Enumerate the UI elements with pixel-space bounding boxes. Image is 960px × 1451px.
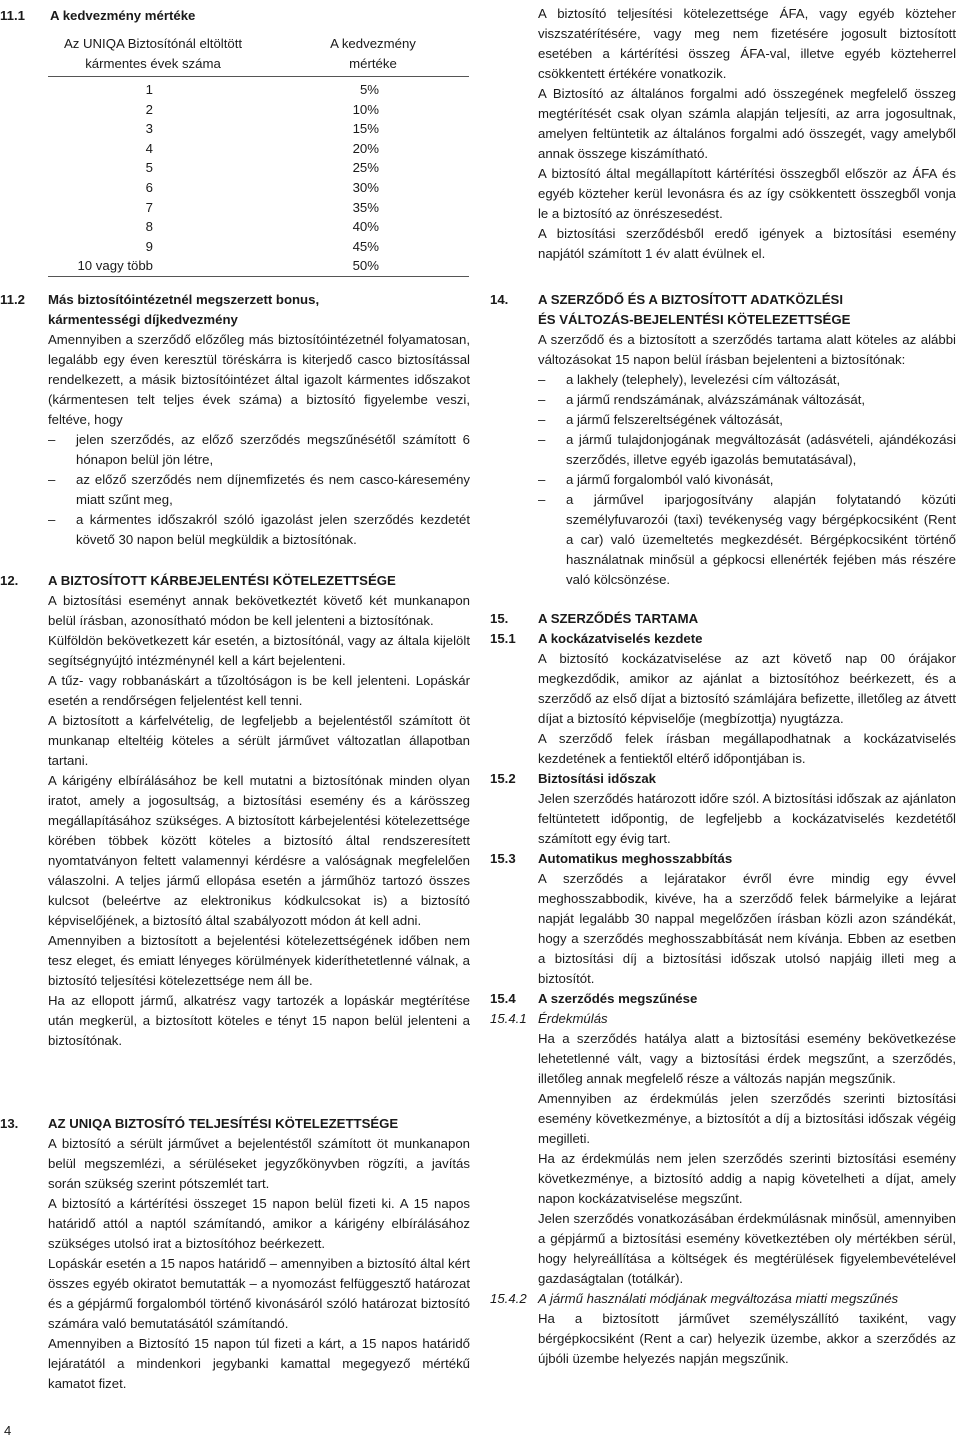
table-row bbox=[48, 237, 469, 257]
years-cell: 9 bbox=[145, 238, 153, 254]
years-cell: 4 bbox=[145, 140, 153, 156]
list-item: – az előző szerződés nem díjnemfizetés és nem casco-káresemény miatt szűnt meg, bbox=[48, 470, 470, 510]
list-item: – a jármű forgalomból való kivonását, bbox=[538, 470, 956, 490]
discount-cell: 20% bbox=[352, 140, 379, 156]
paragraph: A biztosító kockázatviselése az azt követő nap 00 órájakor megkezdődik, amikor az ajánlat a biztosítóhoz beérkezett, és a szerződő az első díjat a biztosító számlájára befizette, illetőleg az átvett díjat a biztosító képviselője (megbízottja) nyugtázza. bbox=[538, 651, 956, 726]
years-cell: 1 bbox=[145, 82, 153, 97]
paragraph: Ha az ellopott jármű, alkatrész vagy tartozék a lopáskár megtérítése után megkerül, a biztosított köteles e tényt 15 napon belül jelenteni a biztosítónak. bbox=[48, 993, 470, 1048]
section-11-2 bbox=[0, 290, 470, 550]
paragraph: Ha a szerződés hatálya alatt a biztosítási esemény bekövetkezése lehetetlenné vált, vagy a biztosítási érdek megszűnt, a szerződés, illetőleg annak megfelelő része a változás napján megszűnik. bbox=[538, 1031, 956, 1086]
list-item: – a kármentes időszakról szóló igazolást jelen szerződés kezdetét követő 30 napon belül megküldik a biztosítónak. bbox=[48, 510, 470, 550]
section-title: AZ UNIQA BIZTOSÍTÓ TELJESÍTÉSI KÖTELEZETTSÉGE bbox=[48, 1116, 399, 1131]
discount-table-body bbox=[48, 80, 469, 276]
section-number: 13. bbox=[0, 1116, 19, 1131]
paragraph: A biztosítási szerződésből eredő igények a biztosítási esemény napjától számított 1 év alatt évülnek el. bbox=[538, 226, 956, 261]
paragraph: A biztosított a kárfelvételig, de legfeljebb a bejelentéstől számított öt munkanap elteltéig köteles a sérült járművet változatlan állapotban tartani. bbox=[48, 713, 470, 768]
discount-cell: 25% bbox=[352, 160, 379, 176]
header-discount-line2: mértéke bbox=[349, 56, 397, 71]
section-15-heading bbox=[490, 609, 956, 629]
section-number: 14. bbox=[490, 292, 509, 307]
paragraph: Amennyiben a Biztosító 15 napon túl fizeti a kárt, a 15 napos határidő lejáratától a mindenkori jegybanki kamattal megegyező mértékű kamatot fizet. bbox=[48, 1336, 470, 1391]
section-title: Érdekmúlás bbox=[538, 1011, 608, 1026]
paragraph: Amennyiben a szerződő előzőleg más biztosítóintézetnél folyamatosan, legalább egy éven keresztül töréskárra is kiterjedő casco biztosítással rendelkezett, a másik biztosítóintézet által igazolt kármentes időszakot (kármentesen telt teljes évek száma) a biztosító figyelembe veszi, feltéve, hogy bbox=[48, 332, 470, 427]
section-title: A szerződés megszűnése bbox=[538, 991, 698, 1006]
table-row bbox=[48, 198, 469, 218]
paragraph: Jelen szerződés határozott időre szól. A biztosítási időszak az ajánlaton feltüntetett időpontig, de legfeljebb a kockázatviselés kezdetétől számított egy évig tart. bbox=[538, 791, 956, 846]
paragraph: A biztosítási eseményt annak bekövetkeztét követő két munkanapon belül írásban, azonosítható módon be kell jelenteni a biztosítónak. bbox=[48, 593, 470, 628]
years-cell: 6 bbox=[145, 179, 153, 195]
section-number: 12. bbox=[0, 573, 19, 588]
section-12-heading bbox=[0, 571, 470, 591]
section-14 bbox=[490, 290, 956, 590]
discount-table-header bbox=[48, 34, 469, 74]
discount-cell: 5% bbox=[359, 82, 379, 97]
table-row bbox=[48, 139, 469, 159]
table-row bbox=[48, 100, 469, 120]
discount-cell: 45% bbox=[352, 238, 379, 254]
section-title: A BIZTOSÍTOTT KÁRBEJELENTÉSI KÖTELEZETTSÉGE bbox=[48, 573, 396, 588]
paragraph: A biztosító a sérült járművet a bejelentéstől számított öt munkanapon belül megszemlézi, a sérüléseket jegyzőkönyvben rögzíti, a javítás során szükség szerint pótszemlét tart. bbox=[48, 1136, 470, 1191]
paragraph: Lopáskár esetén a 15 napos határidő – amennyiben a biztosító által kért összes egyéb okiratot bemutatták – a nyomozást felfüggesztő határozat és a gépjármű forgalomból történő kivonásáról szóló határozat biztosító számára való bemutatásától számítandó. bbox=[48, 1256, 470, 1331]
header-years-line2: kármentes évek száma bbox=[85, 56, 221, 71]
section-number: 15.2 bbox=[490, 771, 516, 786]
paragraph: Külföldön bekövetkezett kár esetén, a biztosítónál, vagy az általa kijelölt segítségnyújtó intézménynél kell a kárt bejelenteni. bbox=[48, 633, 470, 668]
list-item: – a járművel iparjogosítvány alapján folytatandó közúti személyfuvarozói (taxi) tevékenység vagy bérgépkocsiként (Rent a car) való üzemeltetés megkezdését. Bérgépkocsiként történő használatnak minősül a gépkocsi ellenérték fejében más részére való kölcsönzése. bbox=[538, 490, 956, 590]
years-cell: 7 bbox=[145, 199, 153, 215]
years-cell: 3 bbox=[145, 121, 153, 137]
section-15 bbox=[490, 609, 956, 1369]
section-title-line1: Más biztosítóintézetnél megszerzett bonus, bbox=[48, 292, 320, 307]
years-cell: 10 vagy több bbox=[77, 258, 153, 274]
section-15-1-heading bbox=[490, 629, 956, 649]
paragraph: A Biztosító az általános forgalmi adó összegének megfelelő összeg megtérítését csak olyan számla alapján teljesíti, az arra jogosultnak, amelyen feltüntetik az általános forgalmi adó összegét, vagy amelyből annak összege kiszámítható. bbox=[538, 86, 956, 161]
section-number: 15.3 bbox=[490, 851, 516, 866]
section-title: A kockázatviselés kezdete bbox=[538, 631, 703, 646]
section-title: Automatikus meghosszabbítás bbox=[538, 851, 733, 866]
years-cell: 8 bbox=[145, 219, 153, 235]
paragraph: Amennyiben az érdekmúlás jelen szerződés szerinti biztosítási esemény következménye, a biztosítót a díj a biztosítási időszak végéig megilleti. bbox=[538, 1091, 956, 1146]
paragraph: Ha a biztosított járművet személyszállító taxiként, vagy bérgépkocsiként (Rent a car) helyezik üzembe, akkor a szerződés az újbóli üzembe helyezés napján megszűnik. bbox=[538, 1311, 956, 1366]
list-item: – jelen szerződés, az előző szerződés megszűnésétől számított 6 hónapon belül jön létre, bbox=[48, 430, 470, 470]
discount-cell: 15% bbox=[352, 121, 379, 137]
paragraph: Jelen szerződés vonatkozásában érdekmúlásnak minősül, amennyiben a gépjármű a biztosítási esemény következtében oly mértékben sérül, hogy helyreállítása a költségek és megtérülések figyelembevételével gazdaságtalan (totálkár). bbox=[538, 1211, 956, 1286]
section-number: 11.1 bbox=[0, 8, 25, 23]
section-15-4-2-heading bbox=[490, 1289, 956, 1309]
paragraph: A biztosító a kártérítési összeget 15 napon belül fizeti ki. A 15 napos határidő attól a naptól számítandó, amikor a kárigény elbírálásához szükséges utolsó irat a biztosítóhoz beérkezett. bbox=[48, 1196, 470, 1251]
discount-cell: 10% bbox=[352, 101, 379, 117]
list-item: – a jármű tulajdonjogának megváltozását (adásvételi, ajándékozási szerződés, illetve egyéb igazolás bemutatásával), bbox=[538, 430, 956, 470]
list-item: – a jármű felszereltségének változását, bbox=[538, 410, 956, 430]
list-item: – a lakhely (telephely), levelezési cím változását, bbox=[538, 370, 956, 390]
discount-cell: 50% bbox=[352, 258, 379, 274]
paragraph: A szerződés a lejáratakor évről évre mindig egy évvel meghosszabbodik, kivéve, ha a szerződő felek bármelyike a lejárat napját legalább 30 nappal megelőzően írásban közli azon szándékát, hogy a szerződés meghosszabbítását nem kívánja. Ebben az esetben a biztosítási díj a biztosítási időszak utolsó napjáig illeti meg a biztosítót. bbox=[538, 871, 956, 986]
paragraph: A szerződő és a biztosított a szerződés tartama alatt köteles az alábbi változásokat 15 napon belül írásban bejelenteni a biztosítónak: bbox=[538, 332, 956, 367]
section-15-4-1-heading bbox=[490, 1009, 956, 1029]
section-number: 15.4 bbox=[490, 991, 516, 1006]
discount-table bbox=[48, 34, 469, 274]
table-row bbox=[48, 256, 469, 276]
paragraph: Amennyiben a biztosított a bejelentési kötelezettségének időben nem tesz eleget, és emiatt lényeges körülmények kideríthetetlenné válnak, a biztosító teljesítési kötelezettsége nem áll be. bbox=[48, 933, 470, 988]
table-row bbox=[48, 217, 469, 237]
section-13 bbox=[0, 1114, 470, 1394]
paragraph: A tűz- vagy robbanáskárt a tűzoltóságon is be kell jelenteni. Lopáskár esetén a rendőrségen feljelentést kell tenni. bbox=[48, 673, 470, 708]
section-number: 11.2 bbox=[0, 292, 25, 307]
list-item: – a jármű rendszámának, alvázszámának változását, bbox=[538, 390, 956, 410]
section-number: 15. bbox=[490, 611, 509, 626]
section-number: 15.1 bbox=[490, 631, 516, 646]
section-title: Biztosítási időszak bbox=[538, 771, 656, 786]
section-title: A kedvezmény mértéke bbox=[50, 8, 196, 23]
discount-cell: 35% bbox=[352, 199, 379, 215]
section-15-3-heading bbox=[490, 849, 956, 869]
section-15-2-heading bbox=[490, 769, 956, 789]
section-13-heading bbox=[0, 1114, 470, 1134]
discount-cell: 30% bbox=[352, 179, 379, 195]
page-number: 4 bbox=[4, 1423, 12, 1438]
section-title-line2: ÉS VÁLTOZÁS-BEJELENTÉSI KÖTELEZETTSÉGE bbox=[538, 312, 851, 327]
section-number: 15.4.2 bbox=[490, 1291, 527, 1306]
paragraph: A biztosító által megállapított kártérítési összegből először az ÁFA és egyéb közteher kerül levonásra és az így csökkentett összegből vonja le a biztosító az önrészesedést. bbox=[538, 166, 956, 221]
years-cell: 5 bbox=[145, 160, 153, 176]
section-12 bbox=[0, 571, 470, 1051]
section-14-heading bbox=[490, 290, 956, 330]
table-row bbox=[48, 158, 469, 178]
section-title: A jármű használati módjának megváltozása miatti megszűnés bbox=[538, 1291, 899, 1306]
table-row bbox=[48, 119, 469, 139]
section-15-4-heading bbox=[490, 989, 956, 1009]
header-discount bbox=[308, 34, 438, 74]
paragraph: A szerződő felek írásban megállapodhatnak a kockázatviselés kezdetének a fentiektől eltérő időpontjában is. bbox=[538, 731, 956, 766]
table-row bbox=[48, 178, 469, 198]
section-title-line2: kármentességi díjkedvezmény bbox=[48, 312, 238, 327]
table-rule-top bbox=[48, 76, 469, 77]
header-discount-line1: A kedvezmény bbox=[330, 36, 416, 51]
section-11-2-heading bbox=[0, 290, 470, 330]
paragraph: A kárigény elbírálásához be kell mutatni a biztosítónak minden olyan iratot, amely a jogosultság, a biztosítási esemény és a kárösszeg megállapításához szükséges. A biztosított kárbejelentési kötelezettsége körében többek között köteles a biztosító által rendszeresített nyomtatványon feltett valamennyi kérdésre a valóságnak megfelelően válaszolni. A teljes jármű ellopása esetén a járműhöz tartozó összes kulcsot (beleértve az elektronikus kódkulcsokat is) a biztosító képviselőjének, a biztosító által szabályozott módon át kell adni. bbox=[48, 773, 470, 928]
paragraph: Ha az érdekmúlás nem jelen szerződés szerinti biztosítási esemény következménye, a biztosító addig a napig követelheti a díjat, amely napon kockázatviselése megszűnt. bbox=[538, 1151, 956, 1206]
section-11-1-heading bbox=[0, 6, 470, 26]
paragraph: A biztosító teljesítési kötelezettsége ÁFA, vagy egyéb közteher viszszatérítésére, vagy meg nem fizetésére jogosult biztosított esetében a kártérítési összeg ÁFA-val, illetve egyéb közteherrel csökkentett értékére vonatkozik. bbox=[538, 6, 956, 81]
section-title: A SZERZŐDÉS TARTAMA bbox=[538, 611, 699, 626]
header-years-line1: Az UNIQA Biztosítónál eltöltött bbox=[63, 36, 243, 51]
header-years bbox=[48, 34, 258, 74]
section-title-line1: A SZERZŐDŐ ÉS A BIZTOSÍTOTT ADATKÖZLÉSI bbox=[538, 292, 844, 307]
table-rule-bottom bbox=[48, 276, 469, 277]
section-number: 15.4.1 bbox=[490, 1011, 527, 1026]
years-cell: 2 bbox=[145, 101, 153, 117]
discount-cell: 40% bbox=[352, 219, 379, 235]
vat-paragraphs bbox=[538, 4, 956, 264]
table-row bbox=[48, 80, 469, 100]
